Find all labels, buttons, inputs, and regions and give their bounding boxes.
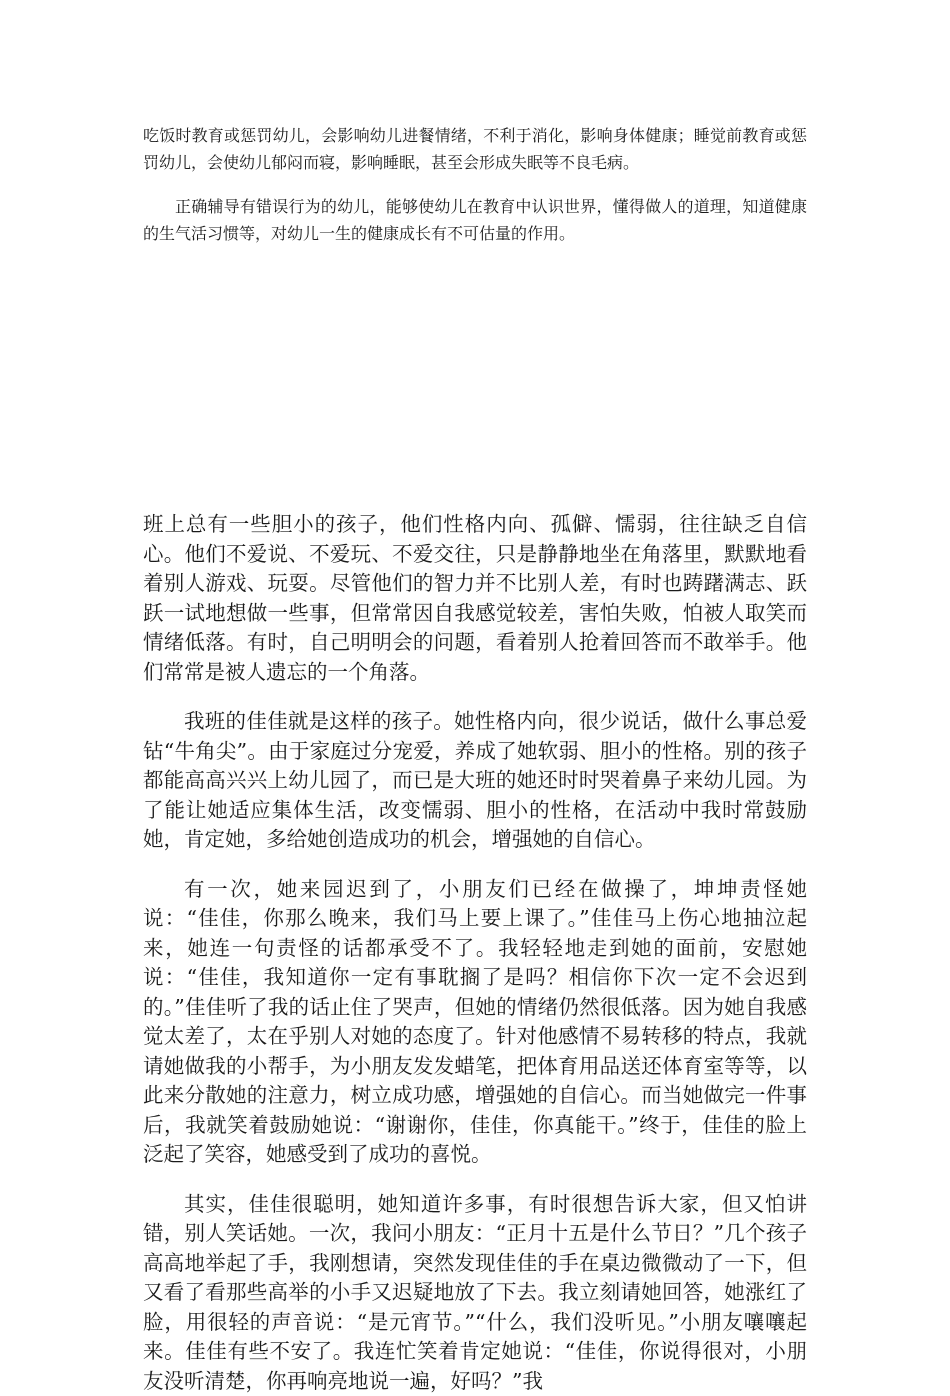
paragraph: 吃饭时教育或惩罚幼儿，会影响幼儿进餐情绪，不利于消化，影响身体健康；睡觉前教育或惩罚幼儿，会使幼儿郁闷而寝，影响睡眠，甚至会形成失眠等不良毛病。 bbox=[143, 122, 807, 176]
paragraph: 其实，佳佳很聪明，她知道许多事，有时很想告诉大家，但又怕讲错，别人笑话她。一次，我问小朋友：“正月十五是什么节日？”几个孩子高高地举起了手，我刚想请，突然发现佳佳的手在桌边微微动了一下，但又看了看那些高举的小手又迟疑地放了下去。我立刻请她回答，她涨红了脸，用很轻的声音说：“是元宵节。”“什么，我们没听见。”小朋友嚷嚷起来。佳佳有些不安了。我连忙笑着肯定她说：“佳佳，你说得很对，小朋友没听清楚，你再响亮地说一遍，好吗？”我 bbox=[143, 1190, 807, 1396]
paragraph: 有一次，她来园迟到了，小朋友们已经在做操了，坤坤责怪她说：“佳佳，你那么晚来，我们马上要上课了。”佳佳马上伤心地抽泣起来，她连一句责怪的话都承受不了。我轻轻地走到她的面前，安慰她说：“佳佳，我知道你一定有事耽搁了是吗？相信你下次一定不会迟到的。”佳佳听了我的话止住了哭声，但她的情绪仍然很低落。因为她自我感觉太差了，太在乎别人对她的态度了。针对他感情不易转移的特点，我就请她做我的小帮手，为小朋友发发蜡笔，把体育用品送还体育室等等，以此来分散她的注意力，树立成功感，增强她的自信心。而当她做完一件事后，我就笑着鼓励她说：“谢谢你，佳佳，你真能干。”终于，佳佳的脸上泛起了笑容，她感受到了成功的喜悦。 bbox=[143, 875, 807, 1170]
text-section-top bbox=[143, 122, 807, 247]
paragraph: 我班的佳佳就是这样的孩子。她性格内向，很少说话，做什么事总爱钻“牛角尖”。由于家庭过分宠爱，养成了她软弱、胆小的性格。别的孩子都能高高兴兴上幼儿园了，而已是大班的她还时时哭着鼻子来幼儿园。为了能让她适应集体生活，改变懦弱、胆小的性格，在活动中我时常鼓励她，肯定她，多给她创造成功的机会，增强她的自信心。 bbox=[143, 707, 807, 855]
paragraph: 班上总有一些胆小的孩子，他们性格内向、孤僻、懦弱，往往缺乏自信心。他们不爱说、不爱玩、不爱交往，只是静静地坐在角落里，默默地看着别人游戏、玩耍。尽管他们的智力并不比别人差，有时也踌躇满志、跃跃一试地想做一些事，但常常因自我感觉较差，害怕失败，怕被人取笑而情绪低落。有时，自己明明会的问题，看着别人抢着回答而不敢举手。他们常常是被人遗忘的一个角落。 bbox=[143, 510, 807, 687]
paragraph: 正确辅导有错误行为的幼儿，能够使幼儿在教育中认识世界，懂得做人的道理，知道健康的生气活习惯等，对幼儿一生的健康成长有不可估量的作用。 bbox=[143, 193, 807, 247]
text-section-main bbox=[143, 510, 807, 1396]
